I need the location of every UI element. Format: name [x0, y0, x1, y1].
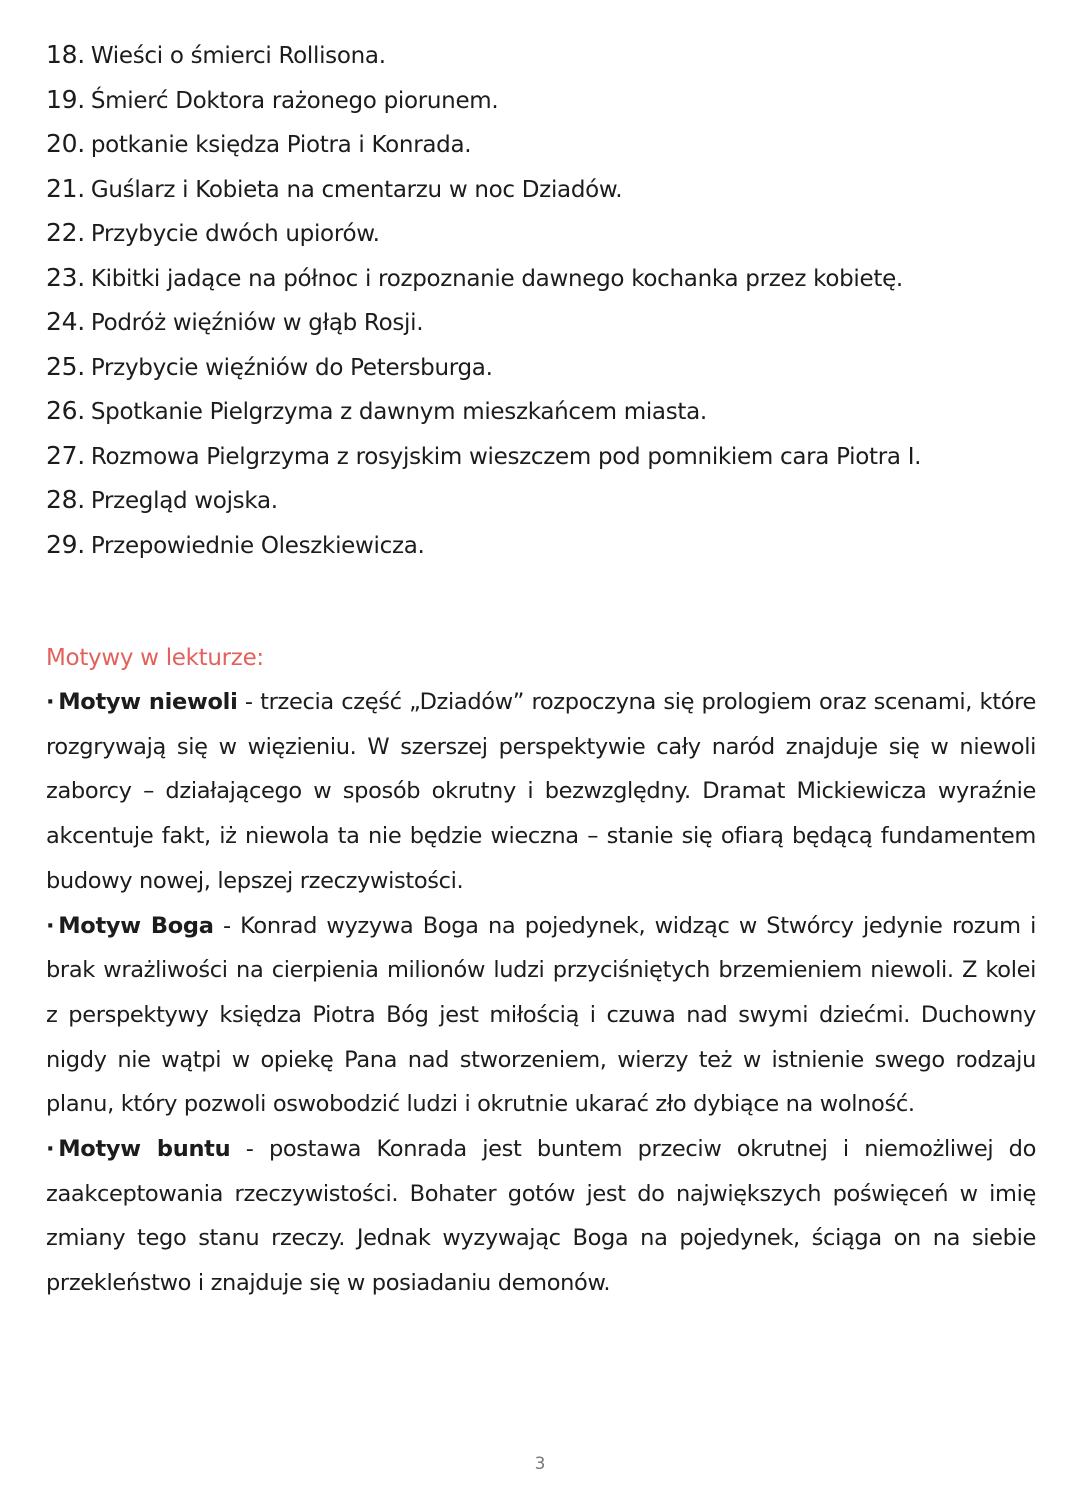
event-number: 25.	[46, 351, 85, 381]
list-item	[46, 263, 1026, 308]
event-text: Przybycie więźniów do Petersburga.	[90, 354, 493, 381]
event-number: 21.	[46, 173, 85, 203]
list-item	[46, 352, 1026, 397]
event-text: Kibitki jadące na północ i rozpoznanie dawnego kochanka przez kobietę.	[90, 265, 903, 292]
event-text: Wieści o śmierci Rollisona.	[90, 43, 386, 69]
event-number: 24.	[46, 307, 85, 336]
event-text: potkanie księdza Piotra i Konrada.	[90, 132, 472, 158]
event-number: 20.	[46, 129, 85, 158]
bullet-icon: ·	[46, 1136, 55, 1163]
list-item	[46, 396, 1026, 441]
bullet-icon: ·	[46, 912, 55, 939]
motif-paragraph	[46, 680, 1036, 904]
motif-title: Motyw buntu	[58, 1136, 231, 1163]
list-item	[46, 307, 1026, 352]
motif-title: Motyw niewoli	[58, 689, 238, 715]
list-item	[46, 40, 1026, 85]
event-text: Przepowiednie Oleszkiewicza.	[90, 532, 425, 559]
list-item	[46, 530, 1026, 575]
event-number: 18.	[46, 40, 85, 69]
motif-text: - Konrad wyzywa Boga na pojedynek, widząc w Stwórcy jedynie rozum i brak wrażliwości na cierpienia milionów ludzi przyciśniętych brzemieniem niewoli. Z kolei z perspektywy księdza Piotra Bóg jest miłością i czuwa nad swymi dziećmi. Duchowny nigdy nie wątpi w opiekę Pana nad stworzeniem, wierzy też w istnienie swego rodzaju planu, który pozwoli oswobodzić ludzi i okrutnie ukarać zło dybiące na wolność.	[46, 912, 1036, 1118]
event-number: 28.	[46, 485, 85, 514]
event-number: 22.	[46, 218, 85, 247]
list-item	[46, 485, 1026, 530]
event-text: Rozmowa Pielgrzyma z rosyjskim wieszczem pod pomnikiem cara Piotra I.	[90, 443, 922, 470]
motif-text: - trzecia część „Dziadów” rozpoczyna się prologiem oraz scenami, które rozgrywają się w więzieniu. W szerszej perspektywie cały naród znajduje się w niewoli zaborcy – działającego w sposób okrutny i bezwzględny. Dramat Mickiewicza wyraźnie akcentuje fakt, iż niewola ta nie będzie wieczna – stanie się ofiarą będącą fundamentem budowy nowej, lepszej rzeczywistości.	[46, 689, 1037, 894]
bullet-icon: ·	[46, 689, 55, 715]
motif-text: - postawa Konrada jest buntem przeciw okrutnej i niemożliwej do zaakceptowania rzeczywistości. Bohater gotów jest do największych poświęceń w imię zmiany tego stanu rzeczy. Jednak wyzywając Boga na pojedynek, ściąga on na siebie przekleństwo i znajduje się w posiadaniu demonów.	[46, 1136, 1036, 1297]
section-heading: Motywy w lekturze:	[46, 645, 264, 671]
event-number: 27.	[46, 440, 85, 470]
motifs-section	[46, 636, 1036, 1306]
event-number: 23.	[46, 262, 85, 292]
events-list	[46, 40, 1026, 574]
motif-paragraph	[46, 904, 1036, 1128]
event-text: Śmierć Doktora rażonego piorunem.	[90, 87, 499, 114]
event-number: 26.	[46, 396, 85, 425]
event-text: Przegląd wojska.	[90, 488, 278, 514]
list-item	[46, 218, 1026, 263]
list-item	[46, 174, 1026, 219]
motif-paragraph	[46, 1127, 1036, 1306]
event-number: 19.	[46, 84, 85, 114]
page-number: 3	[534, 1454, 546, 1474]
event-text: Spotkanie Pielgrzyma z dawnym mieszkańcem miasta.	[90, 399, 707, 425]
motif-title: Motyw Boga	[58, 912, 214, 939]
list-item	[46, 129, 1026, 174]
event-number: 29.	[46, 529, 85, 559]
event-text: Podróż więźniów w głąb Rosji.	[90, 310, 424, 336]
event-text: Guślarz i Kobieta na cmentarzu w noc Dziadów.	[90, 176, 623, 203]
list-item	[46, 441, 1026, 486]
list-item	[46, 85, 1026, 130]
event-text: Przybycie dwóch upiorów.	[90, 221, 380, 247]
